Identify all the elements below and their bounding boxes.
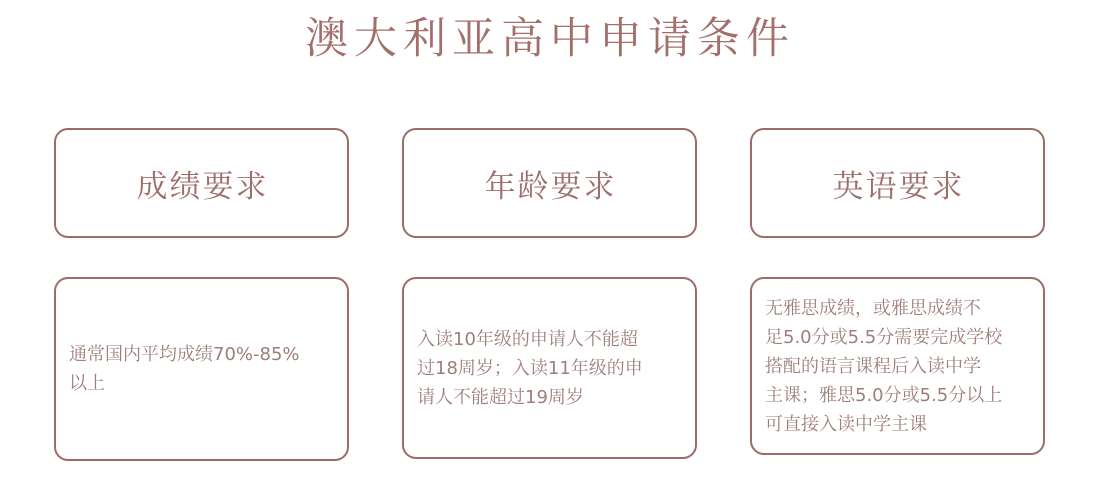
body-text-line: 通常国内平均成绩70%-85% <box>69 344 300 365</box>
body-text-line: 搭配的语言课程后入读中学 <box>765 355 981 377</box>
body-text-line: 足5.0分或5.5分需要完成学校 <box>765 326 1003 348</box>
card-header-grade-requirements <box>54 128 349 238</box>
column-age-requirements <box>402 128 697 459</box>
body-text-line: 无雅思成绩，或雅思成绩不 <box>765 297 981 319</box>
body-text-line: 过18周岁；入读11年级的申 <box>417 357 643 379</box>
page-title: 澳大利亚高中申请条件 <box>305 16 795 63</box>
card-header-label: 成绩要求 <box>136 168 269 204</box>
column-grade-requirements <box>54 128 349 461</box>
card-header-english-requirements <box>750 128 1045 238</box>
card-header-age-requirements <box>402 128 697 238</box>
card-header-label: 英语要求 <box>832 168 965 204</box>
card-body-english-requirements <box>750 277 1045 455</box>
body-text-line: 以上 <box>69 373 105 394</box>
body-text-line: 入读10年级的申请人不能超 <box>417 328 638 350</box>
column-english-requirements <box>750 128 1045 455</box>
card-header-label: 年龄要求 <box>484 168 617 204</box>
body-text-line: 主课；雅思5.0分或5.5分以上 <box>765 384 1003 406</box>
card-body-age-requirements <box>402 277 697 459</box>
card-body-grade-requirements <box>54 277 349 461</box>
body-text-line: 请人不能超过19周岁 <box>417 386 584 408</box>
body-text-line: 可直接入读中学主课 <box>765 413 927 435</box>
